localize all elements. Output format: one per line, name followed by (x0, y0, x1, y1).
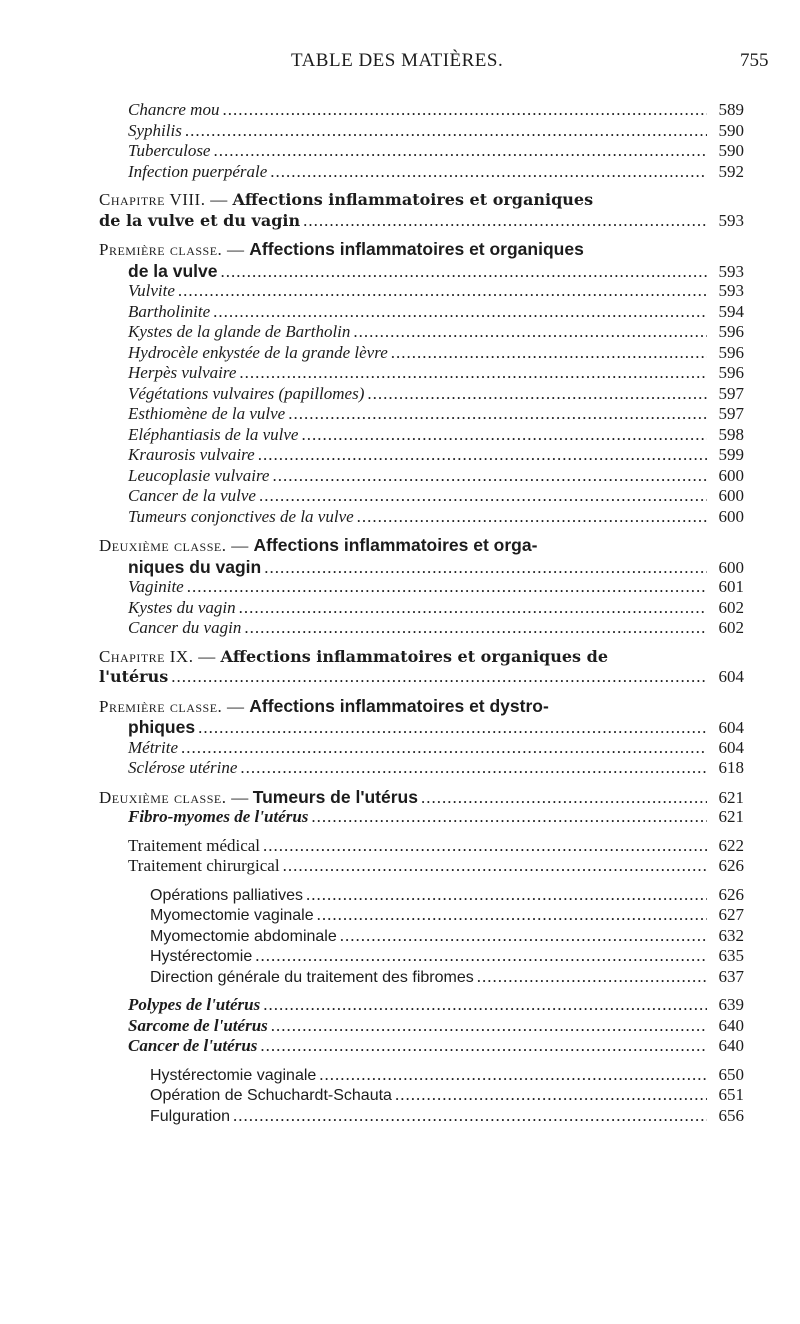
leader-dots (240, 758, 707, 779)
toc-entry-page: 639 (718, 995, 744, 1014)
class-1-uterus-heading-cont: phiques ..... 604 (0, 717, 800, 738)
leader-dots (288, 404, 707, 425)
leader-dots (239, 363, 707, 384)
class-1-uterus-heading: Première classe. — Affections inflammatoires et dystro- (99, 695, 549, 716)
toc-entry (0, 1065, 800, 1086)
toc-entry-page: 596 (718, 322, 744, 341)
toc-entry (0, 466, 800, 487)
toc-entry-page: 656 (718, 1105, 744, 1125)
toc-entry-label: Kraurosis vulvaire (128, 445, 255, 464)
leader-dots (260, 1036, 707, 1057)
toc-entry-page: 635 (718, 946, 744, 965)
chapter-9-heading: Chapitre IX. — Affections inflammatoires et organiques de (99, 646, 608, 666)
leader-dots (283, 856, 707, 877)
toc-entry (0, 141, 800, 162)
toc-entry-label: Leucoplasie vulvaire (128, 465, 270, 485)
toc-entry-page: 637 (718, 966, 744, 986)
toc-entry-label: Polypes de l'utérus (128, 995, 261, 1014)
toc-entry (0, 162, 800, 183)
toc-entry-label: Tuberculose (128, 141, 211, 160)
leader-dots (263, 836, 707, 857)
page-header (0, 46, 800, 76)
leader-dots (185, 121, 707, 142)
toc-entry (0, 598, 800, 619)
leader-dots (319, 1065, 707, 1086)
toc-entry (0, 618, 800, 639)
class-2-vagin-heading: Deuxième classe. — Affections inflammatoires et orga- (99, 535, 538, 555)
toc-entry (0, 384, 800, 405)
toc-entry-label: Végétations vulvaires (papillomes) (128, 383, 365, 403)
toc-entry-page: 597 (718, 383, 744, 403)
toc-entry-label: Bartholinite (128, 301, 211, 321)
toc-entry-label: Métrite (128, 737, 179, 757)
toc-block-infections (0, 100, 800, 182)
toc-block-operations (0, 885, 800, 988)
toc-entry-page: 650 (718, 1064, 744, 1084)
leader-dots (270, 162, 707, 183)
toc-entry-page: 594 (718, 301, 744, 321)
toc-entry (0, 363, 800, 384)
toc-entry-page: 599 (718, 445, 744, 464)
toc-entry-page: 600 (718, 486, 744, 505)
leader-dots (187, 577, 707, 598)
toc-entry-page: 602 (718, 597, 744, 617)
toc-entry-page: 592 (718, 161, 744, 181)
toc-entry (0, 885, 800, 906)
leader-dots (317, 905, 707, 926)
toc-entry (0, 946, 800, 967)
toc-entry (0, 322, 800, 343)
toc-entry-label: Syphilis (128, 120, 182, 140)
leader-dots (258, 445, 707, 466)
toc-entry-page: 596 (718, 363, 744, 382)
toc-entry (0, 343, 800, 364)
toc-entry (0, 100, 800, 121)
toc-entry-page: 593 (718, 281, 744, 300)
toc-entry (0, 486, 800, 507)
toc-block-traitement (0, 836, 800, 877)
running-title: TABLE DES MATIÈRES. (291, 50, 504, 71)
toc-entry-label: Cancer de la vulve (128, 486, 256, 505)
toc-entry (0, 302, 800, 323)
leader-dots (178, 281, 707, 302)
toc-entry-label: Hydrocèle enkystée de la grande lèvre (128, 342, 388, 362)
toc-entry-page: 640 (718, 1015, 744, 1035)
toc-entry-page: 598 (718, 424, 744, 444)
toc-entry (0, 121, 800, 142)
toc-entry (0, 425, 800, 446)
toc-entry-label: Vaginite (128, 577, 184, 596)
chapter-9-heading-cont: l'utérus ..... 604 (0, 667, 800, 688)
toc-entry (0, 836, 800, 857)
toc-entry (0, 967, 800, 988)
toc-entry-label: Tumeurs conjonctives de la vulve (128, 506, 354, 526)
leader-dots (213, 141, 707, 162)
toc-entry-label: Esthiomène de la vulve (128, 404, 286, 423)
toc-entry-label: Hystérectomie (150, 948, 253, 965)
leader-dots (244, 618, 707, 639)
toc-entry-page: 618 (718, 758, 744, 777)
leader-dots (395, 1085, 707, 1106)
toc-block-hysterectomie (0, 1065, 800, 1127)
toc-block-polypes (0, 995, 800, 1057)
toc-entry-page: 602 (718, 618, 744, 637)
toc-entry-label: Sarcome de l'utérus (128, 1015, 268, 1035)
toc-block-metrite (0, 738, 800, 779)
leader-dots (357, 507, 707, 528)
toc-entry-label: Kystes de la glande de Bartholin (128, 322, 351, 341)
toc-entry (0, 404, 800, 425)
toc-entry-page: 601 (718, 577, 744, 596)
toc-entry (0, 1085, 800, 1106)
toc-entry-page: 597 (718, 404, 744, 423)
toc-entry (0, 758, 800, 779)
toc-entry-fibro-myomes: Fibro-myomes de l'utérus ..... 621 (0, 807, 800, 828)
toc-entry-label: Myomectomie abdominale (150, 927, 337, 945)
toc-entry-label: Infection puerpérale (128, 161, 268, 181)
toc-entry-label: Opération de Schuchardt-Schauta (150, 1087, 392, 1104)
leader-dots (340, 926, 707, 947)
toc-entry-label: Traitement médical (128, 835, 261, 855)
toc-entry (0, 507, 800, 528)
toc-entry (0, 995, 800, 1016)
toc-entry-page: 627 (718, 905, 744, 924)
toc-entry-page: 626 (718, 884, 744, 904)
toc-entry-label: Opérations palliatives (150, 886, 303, 904)
chapter-8-heading-cont: de la vulve et du vagin ..... 593 (0, 211, 800, 232)
toc-entry (0, 738, 800, 759)
table-of-contents (0, 100, 800, 1126)
toc-entry-label: Herpès vulvaire (128, 363, 237, 382)
toc-entry-page: 604 (718, 737, 744, 757)
leader-dots (239, 598, 707, 619)
toc-block-vagin (0, 577, 800, 639)
leader-dots (272, 466, 707, 487)
toc-entry (0, 1036, 800, 1057)
leader-dots (213, 302, 707, 323)
toc-entry-label: Fulguration (150, 1107, 231, 1125)
toc-entry-label: Myomectomie vaginale (150, 907, 314, 924)
toc-entry-label: Cancer du vagin (128, 618, 242, 637)
toc-entry (0, 1016, 800, 1037)
toc-block-vulve (0, 281, 800, 527)
leader-dots (306, 885, 707, 906)
toc-entry-label: Hystérectomie vaginale (150, 1066, 317, 1084)
toc-entry-page: 596 (718, 342, 744, 362)
leader-dots (181, 738, 707, 759)
toc-entry-label: Sclérose utérine (128, 758, 238, 777)
toc-entry (0, 1106, 800, 1127)
toc-entry (0, 281, 800, 302)
toc-entry-label: Vulvite (128, 281, 175, 300)
leader-dots (367, 384, 707, 405)
toc-entry-label: Eléphantiasis de la vulve (128, 424, 299, 444)
toc-entry-label: Chancre mou (128, 100, 220, 119)
toc-entry-page: 600 (718, 506, 744, 526)
toc-entry-page: 632 (718, 925, 744, 945)
leader-dots (271, 1016, 707, 1037)
class-1-vulve-heading: Première classe. — Affections inflammatoires et organiques (99, 239, 584, 259)
leader-dots (353, 322, 707, 343)
toc-entry-page: 651 (718, 1085, 744, 1104)
leader-dots (259, 486, 707, 507)
toc-entry (0, 445, 800, 466)
toc-entry (0, 905, 800, 926)
toc-entry (0, 577, 800, 598)
toc-entry-label: Kystes du vagin (128, 597, 236, 617)
toc-entry-page: 590 (718, 141, 744, 160)
leader-dots (255, 946, 707, 967)
leader-dots (391, 343, 707, 364)
leader-dots (263, 995, 707, 1016)
class-2-vagin-heading-cont: niques du vagin ..... 600 (0, 557, 800, 578)
leader-dots (233, 1106, 707, 1127)
toc-entry-page: 600 (718, 465, 744, 485)
leader-dots (222, 100, 707, 121)
toc-entry-label: Traitement chirurgical (128, 856, 280, 875)
toc-entry-page: 589 (718, 100, 744, 119)
toc-entry-label: Direction générale du traitement des fibromes (150, 968, 474, 986)
leader-dots (301, 425, 707, 446)
class-1-vulve-heading-cont: de la vulve ..... 593 (0, 261, 800, 282)
toc-entry (0, 856, 800, 877)
toc-entry-page: 640 (718, 1036, 744, 1055)
page-number: 755 (740, 50, 769, 71)
toc-entry-page: 622 (718, 835, 744, 855)
toc-entry-page: 590 (718, 120, 744, 140)
toc-entry (0, 926, 800, 947)
leader-dots (477, 967, 707, 988)
class-2-uterus-heading: Deuxième classe. — Tumeurs de l'utérus ..... 621 (0, 787, 800, 808)
toc-entry-page: 626 (718, 856, 744, 875)
chapter-8-heading: Chapitre VIII. — Affections inflammatoires et organiques (99, 190, 594, 209)
toc-entry-label: Cancer de l'utérus (128, 1036, 258, 1055)
